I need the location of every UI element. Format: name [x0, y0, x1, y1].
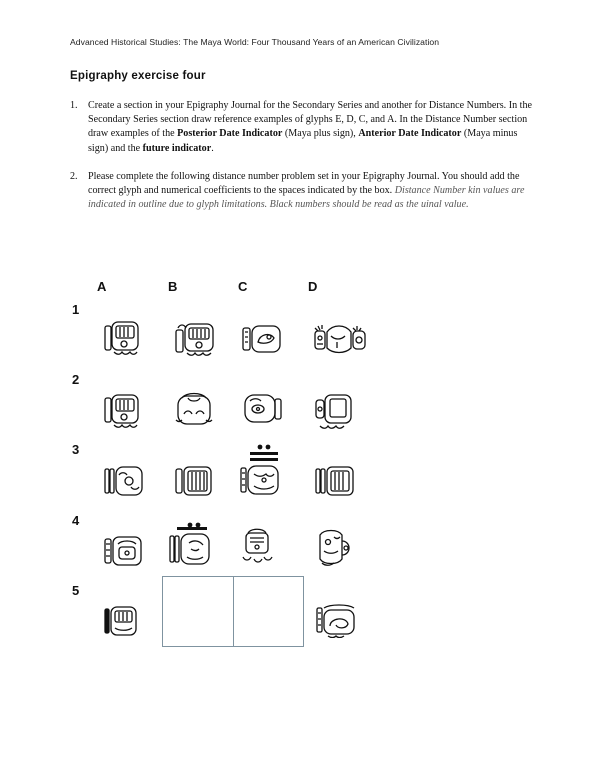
- instruction-text: Create a section in your Epigraphy Journal for the Secondary Series and another for Distance Numbers. In the Secondary Series section draw reference examples of glyphs E, D, C, and A. In the Distance Number section draw examples of the: [88, 100, 532, 140]
- tun-glyph-icon: [104, 318, 142, 358]
- row-label-3: 3: [72, 442, 80, 457]
- future-indicator-term: future indicator: [142, 142, 212, 154]
- distance-number-glyph-icon: [104, 536, 144, 566]
- answer-box-c5[interactable]: [233, 576, 304, 647]
- instruction-note: Distance Number kin values are indicated in outline due to glyph limitations. Black numbers should be read as the uinal value.: [88, 185, 525, 211]
- row-label-4: 4: [72, 513, 80, 528]
- distance-number-glyph-icon: [240, 464, 280, 496]
- distance-number-glyph-icon: [104, 466, 144, 496]
- month-sign-glyph-icon: [313, 322, 367, 356]
- instruction-text: (Maya plus sign),: [282, 128, 359, 140]
- instruction-text: .: [211, 142, 214, 154]
- page-title: Epigraphy exercise four: [70, 70, 206, 82]
- numeral-bar-dot-icon: [249, 444, 279, 464]
- instruction-text: Please complete the following distance number problem set in your Epigraphy Journal. You should add the correct glyph and numerical coefficients to the spaces indicated by the box.: [88, 170, 520, 197]
- row-label-5: 5: [72, 583, 80, 598]
- column-label-d: D: [308, 279, 318, 294]
- instruction-number: 2.: [70, 170, 78, 182]
- column-label-a: A: [97, 279, 107, 294]
- secondary-series-glyph-icon: [174, 390, 214, 430]
- head-variant-glyph-icon: [316, 527, 352, 569]
- anterior-date-indicator-term: Anterior Date Indicator: [358, 128, 462, 140]
- instruction-number: 1.: [70, 100, 78, 111]
- instruction-1: [70, 99, 532, 156]
- day-sign-glyph-icon: [243, 392, 283, 426]
- instruction-2: [70, 170, 532, 213]
- distance-number-glyph-icon: [315, 466, 355, 496]
- distance-number-glyph-icon: [316, 604, 356, 638]
- distance-number-glyph-icon: [175, 466, 213, 496]
- answer-box-b5[interactable]: [162, 576, 234, 647]
- instruction-list: [70, 99, 532, 212]
- column-label-c: C: [238, 279, 248, 294]
- column-label-b: B: [168, 279, 178, 294]
- distance-number-glyph-icon: [240, 527, 274, 567]
- distance-number-glyph-icon: [169, 527, 213, 567]
- distance-number-glyph-icon: [104, 606, 138, 636]
- row-label-1: 1: [72, 302, 80, 317]
- head-glyph-icon: [314, 392, 354, 432]
- running-header: Advanced Historical Studies: The Maya World: Four Thousand Years of an American Civilization: [70, 37, 440, 47]
- instruction-text: (Maya minus sign) and the: [88, 128, 518, 154]
- day-sign-glyph-icon: [242, 324, 282, 354]
- tun-glyph-icon: [104, 392, 142, 432]
- row-label-2: 2: [72, 372, 80, 387]
- katun-glyph-icon: [175, 318, 217, 358]
- posterior-date-indicator-term: Posterior Date Indicator: [177, 128, 283, 140]
